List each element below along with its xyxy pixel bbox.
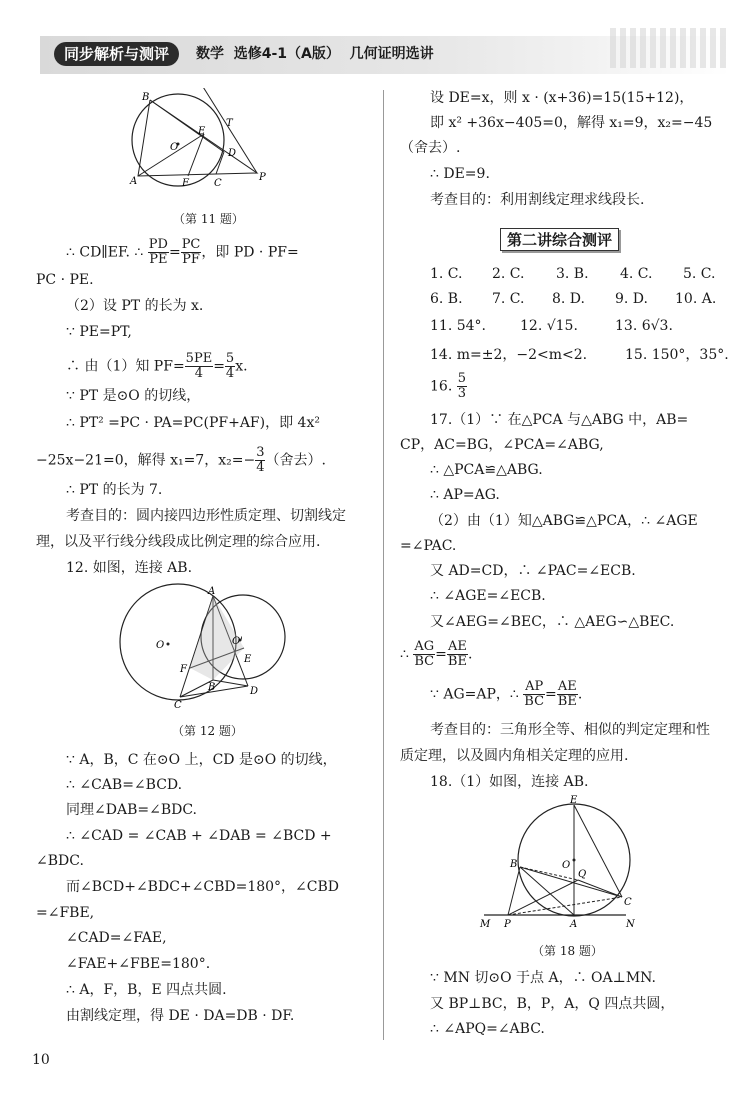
text-line: 理，以及平行线分线段成比例定理的综合应用. [36, 534, 321, 550]
text-line: PC · PE. [36, 272, 94, 288]
fig12-caption: （第 12 题） [172, 724, 243, 738]
text-line: ∴ CD∥EF. ∴ $\frac{PD}{PE}$ = $\frac{PC}{PF}$ ，即 PD · PF= [66, 237, 299, 267]
fig12-center-o [167, 643, 170, 646]
fig11-label: T [226, 118, 233, 129]
text-line: ∠FAE+∠FBE=180°. [66, 956, 211, 972]
text-line: ∴ △PCA≌△ABG. [430, 462, 543, 478]
text-line: ∵ AG=AP，∴ $\frac{AP}{BC}$ = $\frac{AE}{BE}$ . [430, 679, 583, 709]
fig12-label: O' [232, 636, 243, 647]
fig11-line-ef [188, 134, 204, 176]
page-header [0, 28, 750, 88]
text-line: 考查目的：三角形全等、相似的判定定理和性 [430, 722, 710, 738]
fig18-label: E [570, 795, 578, 806]
fig11-label: A [130, 176, 138, 187]
fig11-label: D [228, 148, 237, 159]
fig18-line [520, 867, 574, 915]
text-line: 考查目的：圆内接四边形性质定理、切割线定 [66, 508, 346, 524]
fig18-label: B [510, 859, 518, 870]
text-line: 又 BP⊥BC，B，P，A，Q 四点共圆， [430, 996, 675, 1012]
answer-16: 16. $\frac{5}{3}$ [430, 371, 466, 401]
text-line: 即 x² +36x−405=0，解得 x₁=9，x₂=−45 [430, 115, 713, 131]
fig18-caption: （第 18 题） [532, 944, 603, 958]
text-line: 17.（1）∵ 在△PCA 与△ABG 中，AB= [430, 412, 689, 428]
text-line: （舍去）. [400, 140, 461, 156]
fig12-label: B [208, 682, 216, 693]
fig18-label: O [562, 860, 571, 871]
fig18-line [508, 867, 520, 915]
answer-item: 10. A. [675, 291, 717, 307]
fig11-label: F [182, 178, 189, 189]
text-line: （2）由（1）知△ABG≌△PCA，∴ ∠AGE [430, 513, 698, 529]
text-line: 设 DE=x，则 x · (x+36)=15(15+12)， [430, 90, 694, 106]
fig12-label: C [174, 700, 182, 711]
fig12-label: A [208, 586, 216, 597]
fig12-label: O [156, 640, 165, 651]
fig12-label: F [180, 664, 187, 675]
fig18-label: P [504, 919, 511, 930]
answer-item: 1. C. [430, 266, 463, 282]
fig11-tangent [200, 88, 257, 173]
fig12-label: D [250, 686, 259, 697]
header-subject: 数学 选修4-1（A版） 几何证明选讲 [196, 46, 434, 62]
fig11-label: B [142, 92, 150, 103]
text-line: ∴ DE=9. [430, 166, 490, 182]
fig18-label: A [570, 919, 578, 930]
answer-item: 4. C. [620, 266, 653, 282]
text-line: ∠BDC. [36, 853, 84, 869]
text-line: ∴ ∠CAB=∠BCD. [66, 777, 183, 793]
fig18-label: M [480, 919, 491, 930]
answer-item: 5. C. [683, 266, 716, 282]
column-divider [383, 90, 384, 1040]
text-line: ∴ 由（1）知 PF= $\frac{5PE}{4}$ = $\frac{5}{4}$ x. [66, 351, 248, 381]
text-line: ∴ A，F，B，E 四点共圆. [66, 982, 227, 998]
figure-18 [476, 795, 646, 935]
figure-12 [108, 582, 308, 712]
fig11-label: O [170, 142, 179, 153]
series-badge: 同步解析与测评 [54, 42, 179, 66]
fig11-chord-ae [138, 134, 204, 176]
text-line: 又 AD=CD，∴ ∠PAC=∠ECB. [430, 563, 636, 579]
answer-item: 8. D. [552, 291, 585, 307]
answer-item: 6. B. [430, 291, 463, 307]
fig12-label: E [244, 654, 252, 665]
fig18-line [520, 867, 622, 897]
fig11-line-bd [150, 100, 224, 152]
text-line: 质定理，以及圆内角相关定理的应用. [400, 748, 629, 764]
answer-item: 15. 150°，35°. [625, 347, 729, 363]
text-line: CP，AC=BG，∠PCA=∠ABG, [400, 437, 604, 453]
answer-item: 3. B. [556, 266, 589, 282]
text-line: ∴ AP=AG. [430, 487, 500, 503]
text-line: 同理∠DAB=∠BDC. [66, 802, 197, 818]
fig11-label: C [214, 178, 222, 189]
text-line: =∠FBE, [36, 905, 95, 921]
fig11-label: E [198, 126, 206, 137]
answer-item: 13. 6√3. [615, 318, 673, 334]
text-line: 由割线定理，得 DE · DA=DB · DF. [66, 1008, 295, 1024]
text-line: ∴ PT 的长为 7. [66, 482, 163, 498]
text-line: 12. 如图，连接 AB. [66, 560, 193, 576]
text-line: ∵ PE=PT, [66, 324, 132, 340]
text-line: ∴ $\frac{AG}{BC}$ = $\frac{AE}{BE}$ . [400, 639, 473, 669]
answer-item: 7. C. [492, 291, 525, 307]
text-line: ∴ PT² =PC · PA=PC(PF+AF)，即 4x² [66, 415, 320, 431]
text-line: ∴ ∠CAD = ∠CAB + ∠DAB = ∠BCD + [66, 828, 332, 844]
fig18-center [573, 859, 576, 862]
answer-item: 9. D. [615, 291, 648, 307]
text-line: ∴ ∠AGE=∠ECB. [430, 588, 546, 604]
fig11-circle [132, 94, 224, 186]
fig18-line [574, 805, 622, 897]
page-number: 10 [32, 1052, 50, 1068]
text-line: =∠PAC. [400, 538, 457, 554]
fig11-label: P [259, 172, 266, 183]
text-line: （2）设 PT 的长为 x. [66, 298, 204, 314]
answer-item: 11. 54°. [430, 318, 486, 334]
answer-item: 2. C. [492, 266, 525, 282]
text-line: ∵ A，B，C 在⊙O 上，CD 是⊙O 的切线， [66, 752, 337, 768]
fig18-label: Q [578, 869, 587, 880]
text-line: ∵ PT 是⊙O 的切线， [66, 388, 201, 404]
text-line: 考查目的：利用割线定理求线段长. [430, 192, 645, 208]
section-title: 第二讲综合测评 [500, 228, 619, 251]
figure-11 [120, 88, 270, 198]
text-line: 而∠BCD+∠BDC+∠CBD=180°，∠CBD [66, 879, 339, 895]
text-line: ∠CAD=∠FAE, [66, 930, 167, 946]
header-decoration [610, 28, 730, 68]
fig18-label: N [626, 919, 635, 930]
text-line: 又∠AEG=∠BEC，∴ △AEG∽△BEC. [430, 614, 675, 630]
fig18-label: C [624, 897, 632, 908]
text-line: −25x−21=0，解得 x₁=7，x₂=− $\frac{3}{4}$ （舍去）. [36, 445, 326, 475]
fig18-line [578, 880, 622, 897]
text-line: ∴ ∠APQ=∠ABC. [430, 1021, 545, 1037]
answer-item: 14. m=±2，−2<m<2. [430, 347, 588, 363]
text-line: ∵ MN 切⊙O 于点 A，∴ OA⊥MN. [430, 970, 656, 986]
text-line: 18.（1）如图，连接 AB. [430, 774, 589, 790]
fig11-caption: （第 11 题） [173, 212, 244, 226]
answer-item: 12. √15. [520, 318, 578, 334]
